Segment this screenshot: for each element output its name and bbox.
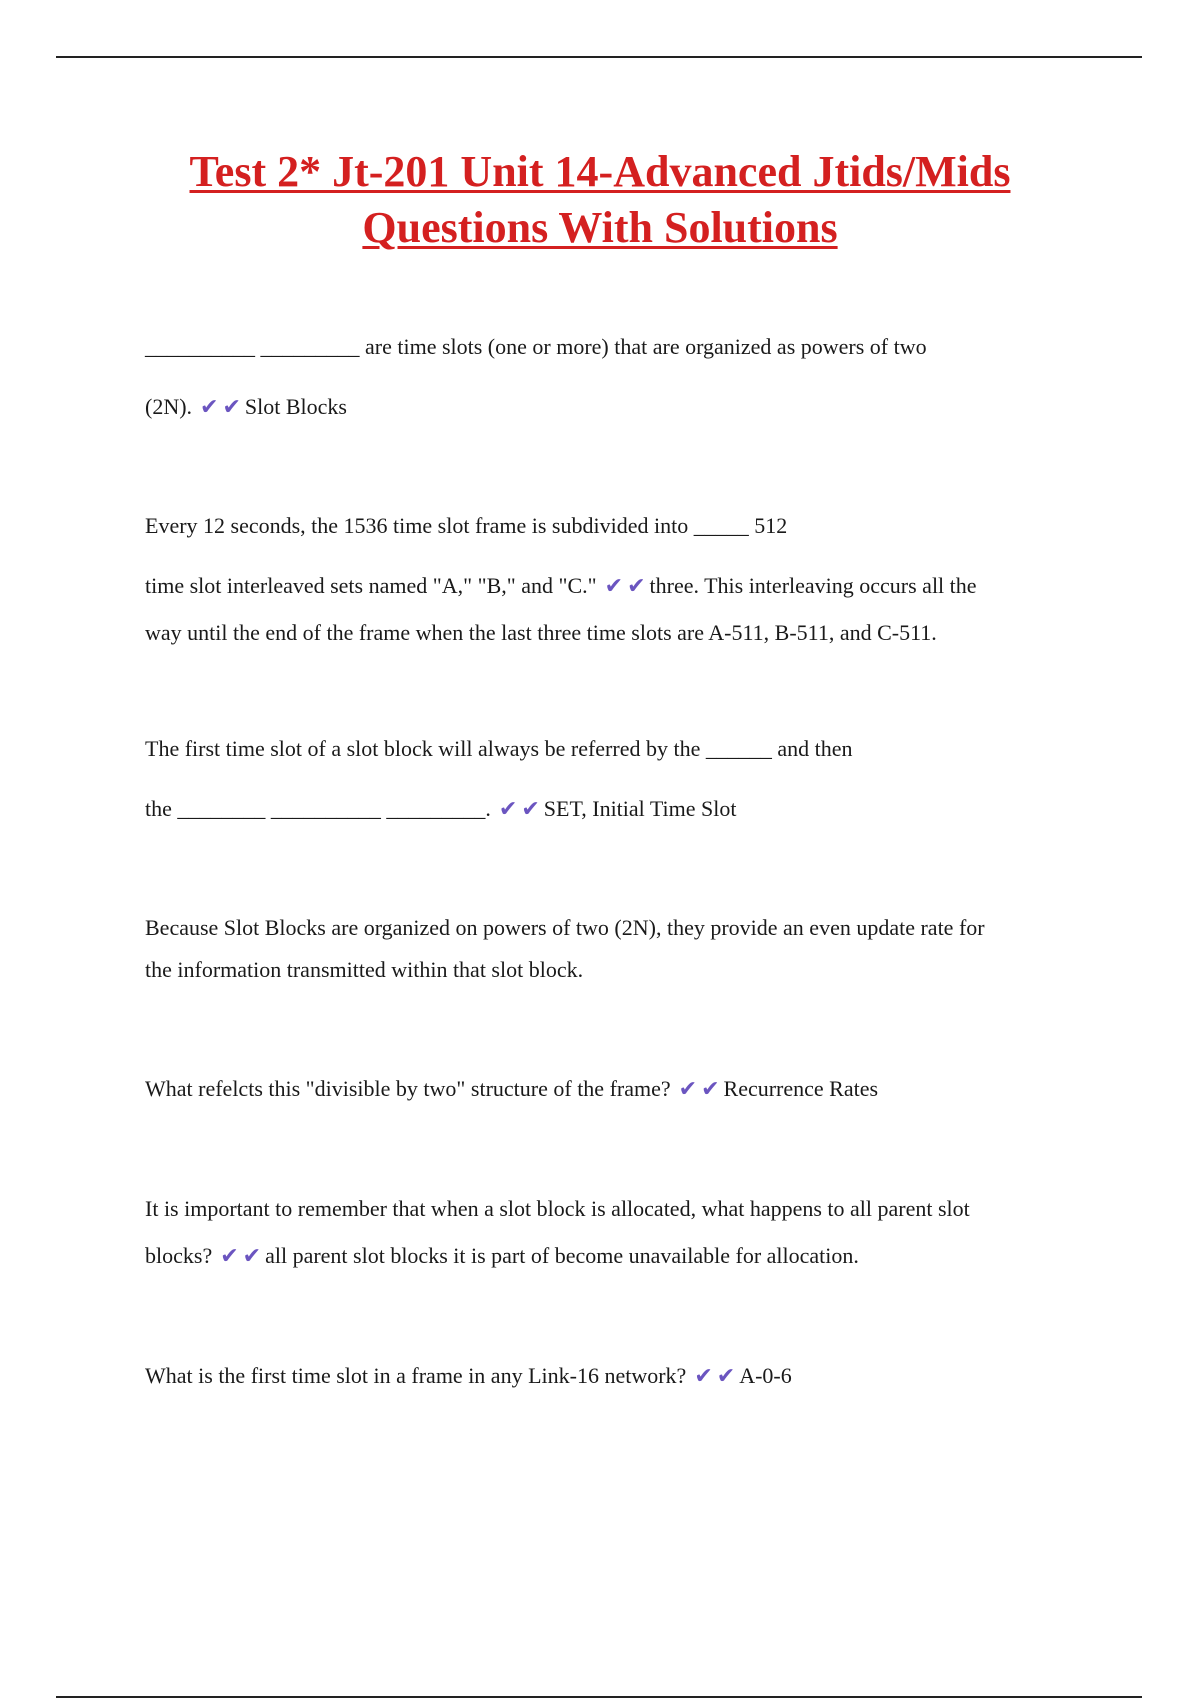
q1-prefix: (2N).: [145, 394, 193, 419]
check-icon: ✔ ✔: [604, 574, 646, 599]
title-line-1: Test 2* Jt-201 Unit 14-Advanced Jtids/Mids: [189, 147, 1011, 196]
check-icon: ✔ ✔: [200, 395, 241, 420]
q1-answer: Slot Blocks: [244, 394, 347, 419]
q3-line-2: [145, 795, 737, 824]
q2-line-3: way until the end of the frame when the last three time slots are A-511, B-511, and C-511.: [145, 620, 937, 645]
q7-line-1: [145, 1362, 792, 1391]
q2-line-1: Every 12 seconds, the 1536 time slot frame is subdivided into _____ 512: [145, 513, 788, 538]
q2-answer: three. This interleaving occurs all the: [649, 573, 977, 598]
bottom-rule: [56, 1696, 1142, 1698]
top-rule: [56, 56, 1142, 58]
q2-line-2: [145, 572, 977, 601]
q4-line-2: the information transmitted within that slot block.: [145, 957, 584, 982]
q6-line-1: It is important to remember that when a slot block is allocated, what happens to all parent slot: [145, 1196, 970, 1221]
q7-answer: A-0-6: [739, 1363, 792, 1388]
q1-line-1: __________ _________ are time slots (one or more) that are organized as powers of two: [145, 334, 927, 359]
page-title: [0, 144, 1200, 256]
check-icon: ✔ ✔: [220, 1244, 262, 1269]
q2-prefix: time slot interleaved sets named "A," "B," and "C.": [145, 573, 597, 598]
q5-line-1: [145, 1075, 878, 1104]
q1-line-2: [145, 393, 347, 422]
q6-line-2: [145, 1242, 859, 1271]
check-icon: ✔ ✔: [694, 1364, 736, 1389]
q6-prefix: blocks?: [145, 1243, 213, 1268]
q3-line-1: The first time slot of a slot block will always be referred by the ______ and then: [145, 736, 853, 761]
check-icon: ✔ ✔: [498, 797, 540, 822]
q3-prefix: the ________ __________ _________.: [145, 796, 491, 821]
q5-answer: Recurrence Rates: [723, 1076, 879, 1101]
title-line-2: Questions With Solutions: [362, 203, 838, 252]
q3-answer: SET, Initial Time Slot: [543, 796, 737, 821]
check-icon: ✔ ✔: [678, 1077, 720, 1102]
q4-line-1: Because Slot Blocks are organized on powers of two (2N), they provide an even update rate for: [145, 915, 985, 940]
q5-prefix: What refelcts this "divisible by two" structure of the frame?: [145, 1076, 671, 1101]
q7-prefix: What is the first time slot in a frame in any Link-16 network?: [145, 1363, 687, 1388]
q6-answer: all parent slot blocks it is part of become unavailable for allocation.: [265, 1243, 859, 1268]
